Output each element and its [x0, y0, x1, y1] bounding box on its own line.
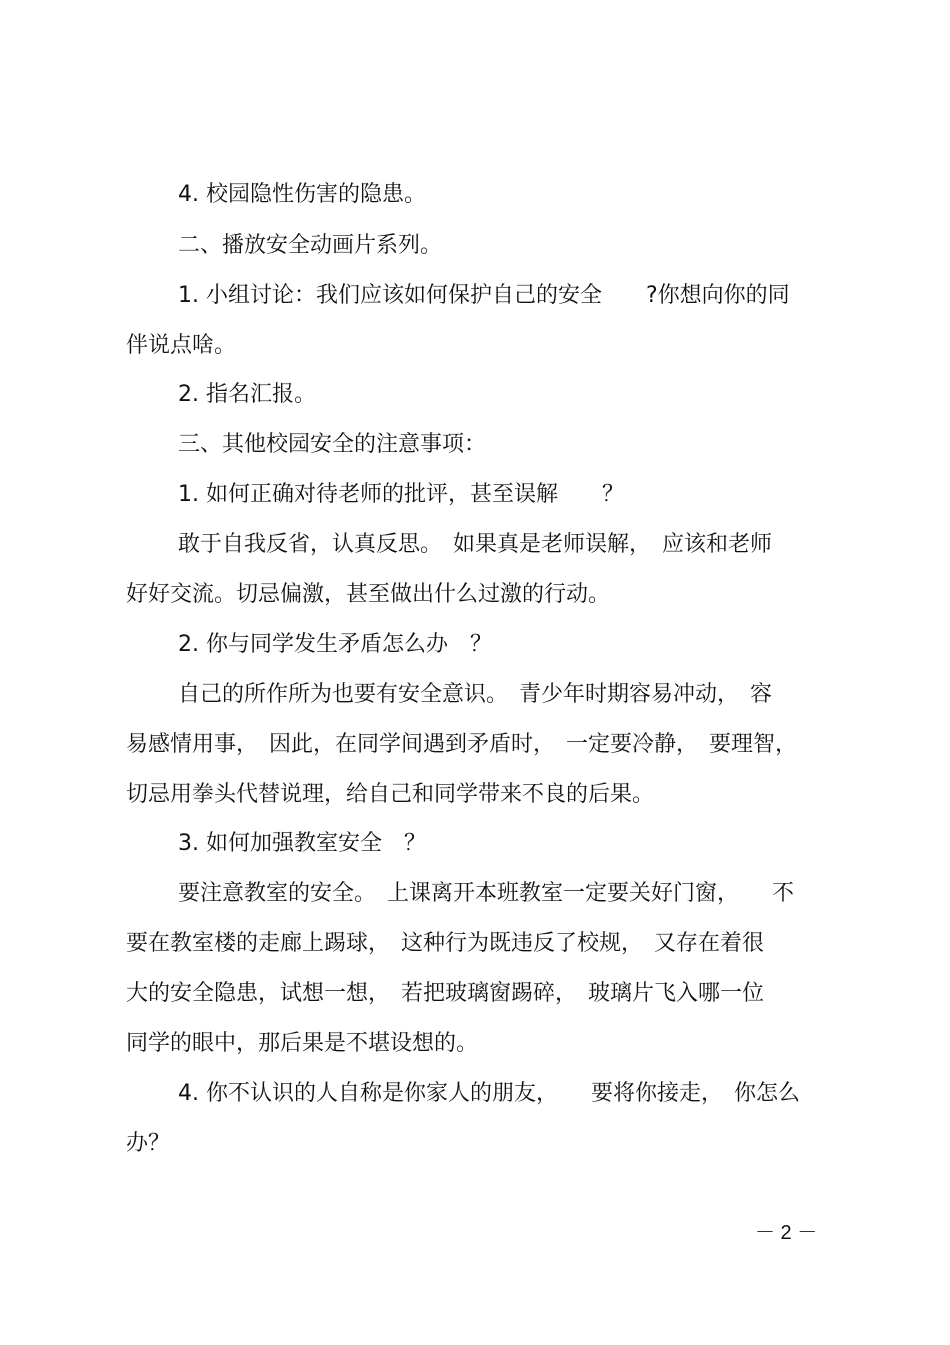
- text-line-20: 办？: [126, 1131, 171, 1156]
- text-line-7: 1. 如何正确对待老师的批评，甚至误解 ？: [178, 482, 624, 507]
- text-line-11: 自己的所作所为也要有安全意识。 青少年时期容易冲动， 容: [178, 682, 773, 707]
- text-line-9: 好好交流。切忌偏激，甚至做出什么过激的行动。: [126, 582, 611, 607]
- text-line-5: 2. 指名汇报。: [178, 382, 316, 407]
- text-line-18: 同学的眼中，那后果是不堪设想的。: [126, 1031, 479, 1056]
- text-line-4: 伴说点啥。: [126, 333, 237, 358]
- text-line-19: 4. 你不认识的人自称是你家人的朋友， 要将你接走， 你怎么: [178, 1081, 800, 1106]
- text-line-16: 要在教室楼的走廊上踢球， 这种行为既违反了校规， 又存在着很: [126, 931, 765, 956]
- text-line-14: 3. 如何加强教室安全 ？: [178, 831, 426, 856]
- text-line-1: 4. 校园隐性伤害的隐患。: [178, 182, 426, 207]
- text-line-13: 切忌用拳头代替说理，给自己和同学带来不良的后果。: [126, 782, 655, 807]
- page-number: － 2 －: [755, 1222, 818, 1244]
- text-line-2: 二、播放安全动画片系列。: [178, 233, 443, 258]
- text-line-17: 大的安全隐患，试想一想， 若把玻璃窗踢碎， 玻璃片飞入哪一位: [126, 981, 765, 1006]
- text-line-10: 2. 你与同学发生矛盾怎么办 ？: [178, 632, 492, 657]
- text-line-12: 易感情用事， 因此，在同学间遇到矛盾时， 一定要冷静， 要理智，: [126, 732, 798, 757]
- text-line-8: 敢于自我反省，认真反思。 如果真是老师误解， 应该和老师: [178, 532, 773, 557]
- text-line-6: 三、其他校园安全的注意事项：: [178, 432, 487, 457]
- text-line-15: 要注意教室的安全。 上课离开本班教室一定要关好门窗， 不: [178, 881, 795, 906]
- text-line-3: 1. 小组讨论：我们应该如何保护自己的安全 ?你想向你的同: [178, 283, 790, 308]
